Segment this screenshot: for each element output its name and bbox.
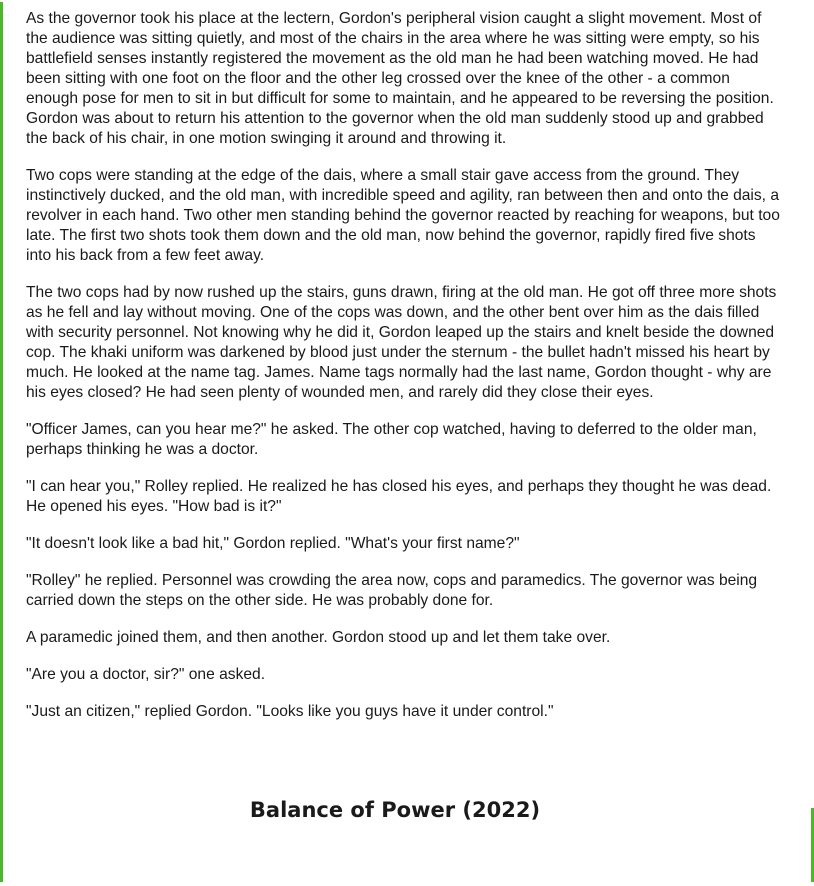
paragraph: "Just an citizen," replied Gordon. "Looks like you guys have it under control." [26,703,554,720]
paragraph: A paramedic joined them, and then another. Gordon stood up and let them take over. [26,629,611,646]
left-accent-bar [0,2,3,882]
paragraph: "Officer James, can you hear me?" he asked. The other cop watched, having to deferred to the older man, perhaps thinking he was a doctor. [26,421,757,458]
paragraph: "Rolley" he replied. Personnel was crowding the area now, cops and paramedics. The governor was being carried down the steps on the other side. He was probably done for. [26,572,758,609]
paragraph: The two cops had by now rushed up the stairs, guns drawn, firing at the old man. He got off three more shots as he fell and lay without moving. One of the cops was down, and the other bent over him as the dais filled with security personnel. Not knowing why he did it, Gordon leaped up the stairs and knelt beside the downed cop. The khaki uniform was darkened by blood just under the sternum - the bullet hadn't missed his heart by much. He looked at the name tag. James. Name tags normally had the last name, Gordon thought - why are his eyes closed? He had seen plenty of wounded men, and rarely did they close their eyes. [26,284,777,401]
story-excerpt [26,9,784,739]
paragraph: "I can hear you," Rolley replied. He realized he has closed his eyes, and perhaps they thought he was dead. He opened his eyes. "How bad is it?" [26,478,772,515]
book-title: Balance of Power (2022) [249,798,541,822]
paragraph: Two cops were standing at the edge of the dais, where a small stair gave access from the ground. They instinctively ducked, and the old man, with incredible speed and agility, ran between then and onto the dais, a revolver in each hand. Two other men standing behind the governor reacted by reaching for weapons, but too late. The first two shots took them down and the old man, now behind the governor, rapidly fired five shots into his back from a few feet away. [26,167,780,264]
paragraph: "Are you a doctor, sir?" one asked. [26,666,266,683]
paragraph: "It doesn't look like a bad hit," Gordon replied. "What's your first name?" [26,535,520,552]
paragraph: As the governor took his place at the lectern, Gordon's peripheral vision caught a slight movement. Most of the audience was sitting quietly, and most of the chairs in the area where he was sitting were empty, so his battlefield senses instantly registered the movement as the old man he had been watching moved. He had been sitting with one foot on the floor and the other leg crossed over the knee of the other - a common enough pose for men to sit in but difficult for some to maintain, and he appeared to be reversing the position. Gordon was about to return his attention to the governor when the old man suddenly stood up and grabbed the back of his chair, in one motion swinging it around and throwing it. [26,10,774,147]
